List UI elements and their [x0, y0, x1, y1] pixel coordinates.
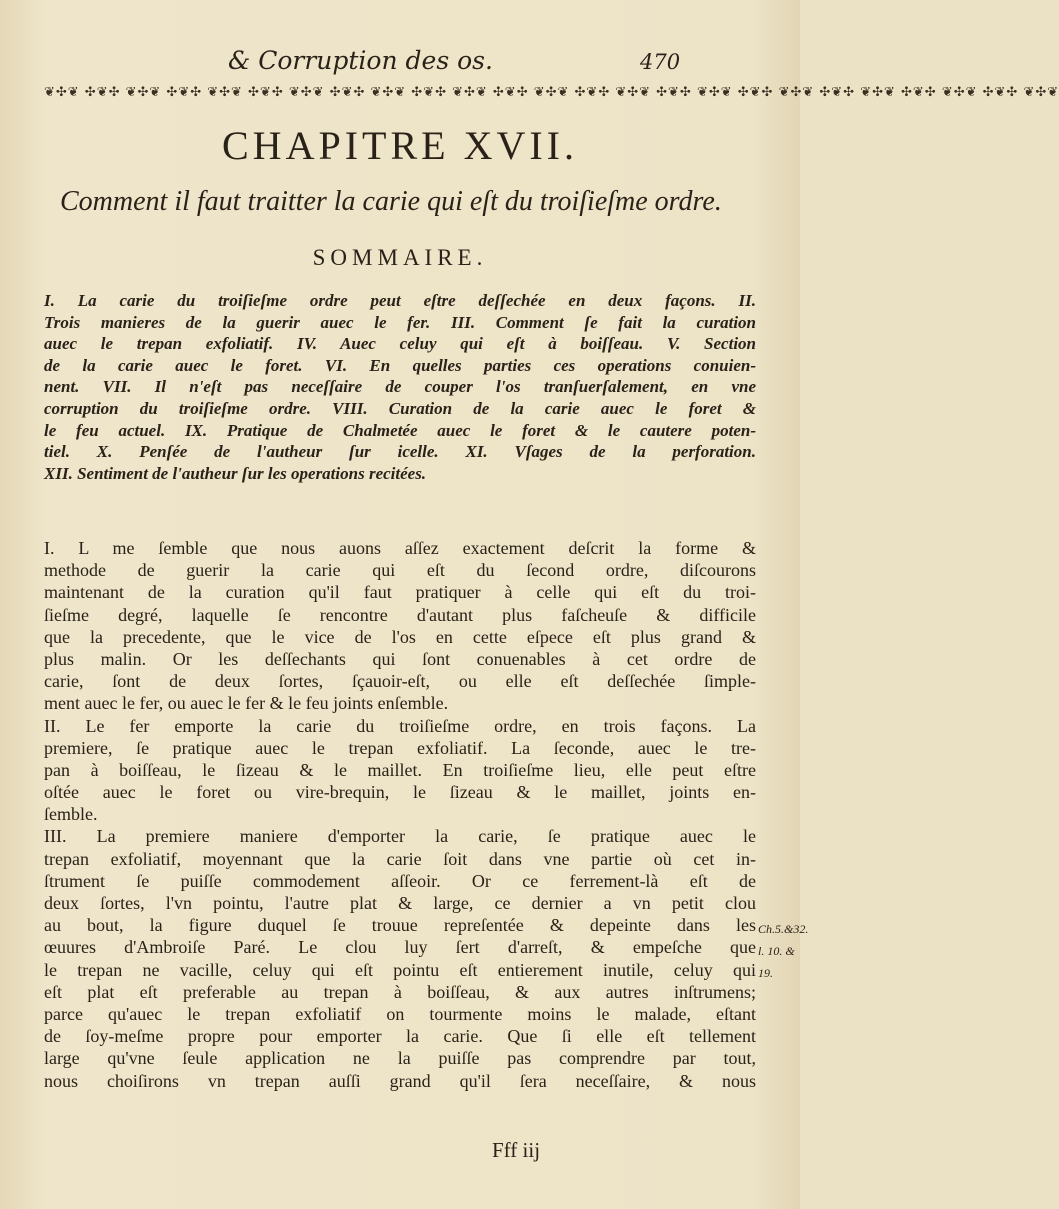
- body-line: deux ſortes, l'vn pointu, l'autre plat & large, ce dernier a vn petit clou: [44, 893, 756, 913]
- running-head: [0, 46, 800, 82]
- body-line: ſieſme degré, laquelle ſe rencontre d'autant plus faſcheuſe & difficile: [44, 604, 756, 625]
- ornamental-band: ❦✣❦ ✣❦✣ ❦✣❦ ✣❦✣ ❦✣❦ ✣❦✣ ❦✣❦ ✣❦✣ ❦✣❦ ✣❦✣ ❦✣❦ ✣❦✣ ❦✣❦ ✣❦✣ ❦✣❦ ✣❦✣ ❦✣❦ ✣❦✣ ❦✣❦ ✣❦✣ ❦✣❦ ✣❦✣ ❦✣❦ ✣❦✣ ❦✣❦: [44, 85, 1059, 100]
- body-line: methode de guerir la carie qui eſt du ſecond ordre, diſcourons: [44, 560, 756, 581]
- summary-heading: SOMMAIRE.: [312, 245, 488, 270]
- summary-line: de la carie auec le foret. VI. En quelles parties ces operations conuien-: [44, 355, 756, 375]
- body-line: au bout, la figure duquel ſe trouue repreſentée & depeinte dans les: [44, 915, 756, 936]
- body-line: III. La premiere maniere d'emporter la carie, ſe pratique auec le: [44, 826, 756, 847]
- body-line: premiere, ſe pratique auec le trepan exfoliatif. La ſeconde, auec le tre-: [44, 737, 756, 758]
- body-line: eſt plat eſt preferable au trepan à boiſſeau, & aux autres inſtrumens;: [44, 981, 756, 1002]
- summary-line: XII. Sentiment de l'autheur ſur les operations recitées.: [44, 463, 427, 483]
- body-line: large qu'vne ſeule application ne la puiſſe pas comprendre par tout,: [44, 1048, 756, 1069]
- chapter-title: Comment il faut traitter la carie qui eſt du troiſieſme ordre.: [60, 186, 722, 217]
- body-line: plus malin. Or les deſſechants qui ſont conuenables à cet ordre de: [44, 648, 756, 669]
- margin-note: l. 10. & 19.: [758, 944, 795, 980]
- summary-block: [44, 290, 756, 484]
- running-title: & Corruption des os.: [228, 46, 493, 75]
- body-line: II. Le fer emporte la carie du troiſieſme ordre, en trois façons. La: [44, 715, 756, 736]
- summary-line: auec le trepan exfoliatif. IV. Auec celuy qui eſt à boiſſeau. V. Section: [44, 334, 756, 354]
- body-line: I. L me ſemble que nous auons aſſez exactement deſcrit la forme &: [44, 538, 756, 558]
- signature-mark: Fff iij: [492, 1138, 541, 1162]
- summary-line: I. La carie du troiſieſme ordre peut eſtre deſſechée en deux façons. II.: [44, 291, 756, 310]
- margin-note: Ch.5.&32.: [758, 922, 809, 936]
- body-line: maintenant de la curation qu'il faut pratiquer à celle qui eſt du troi-: [44, 582, 756, 603]
- body-text: [44, 537, 756, 1092]
- margin-notes: [758, 918, 809, 984]
- summary-line: tiel. X. Penſée de l'autheur ſur icelle. XI. Vſages de la perforation.: [44, 442, 756, 462]
- body-line: carie, ſont de deux ſortes, ſçauoir-eſt, ou elle eſt deſſechée ſimple-: [44, 671, 756, 692]
- summary-line: le feu actuel. IX. Pratique de Chalmetée auec le foret & le cautere poten-: [44, 420, 756, 440]
- body-line: trepan exfoliatif, moyennant que la carie ſoit dans vne partie où cet in-: [44, 848, 756, 869]
- body-line: nous choiſirons vn trepan auſſi grand qu'il ſera neceſſaire, & nous: [44, 1070, 756, 1091]
- summary-line: corruption du troiſieſme ordre. VIII. Curation de la carie auec le foret &: [44, 398, 756, 418]
- body-line: parce qu'auec le trepan exfoliatif on tourmente moins le malade, eſtant: [44, 1003, 756, 1024]
- chapter-heading: CHAPITRE XVII.: [222, 123, 578, 168]
- summary-line: Trois manieres de la guerir auec le fer. III. Comment ſe fait la curation: [44, 312, 756, 332]
- body-line: ſemble.: [44, 804, 98, 825]
- summary-line: nent. VII. Il n'eſt pas neceſſaire de couper l'os tranſuerſalement, en vne: [44, 377, 756, 397]
- body-line: œuures d'Ambroiſe Paré. Le clou luy ſert d'arreſt, & empeſche que: [44, 937, 756, 958]
- body-line: que la precedente, que le vice de l'os en cette eſpece eſt plus grand &: [44, 626, 756, 647]
- body-line: de ſoy-meſme propre pour emporter la carie. Que ſi elle eſt tellement: [44, 1026, 756, 1047]
- body-line: le trepan ne vacille, celuy qui eſt pointu eſt entierement inutile, celuy qui: [44, 959, 756, 980]
- body-line: oſtée auec le foret ou vire-brequin, le ſizeau & le maillet, joints en-: [44, 782, 756, 803]
- page-number: 470: [640, 50, 681, 74]
- body-line: ment auec le fer, ou auec le fer & le feu joints enſemble.: [44, 693, 449, 714]
- body-line: ſtrument ſe puiſſe commodement aſſeoir. Or ce ferrement-là eſt de: [44, 870, 756, 891]
- body-line: pan à boiſſeau, le ſizeau & le maillet. En troiſieſme lieu, elle peut eſtre: [44, 759, 756, 780]
